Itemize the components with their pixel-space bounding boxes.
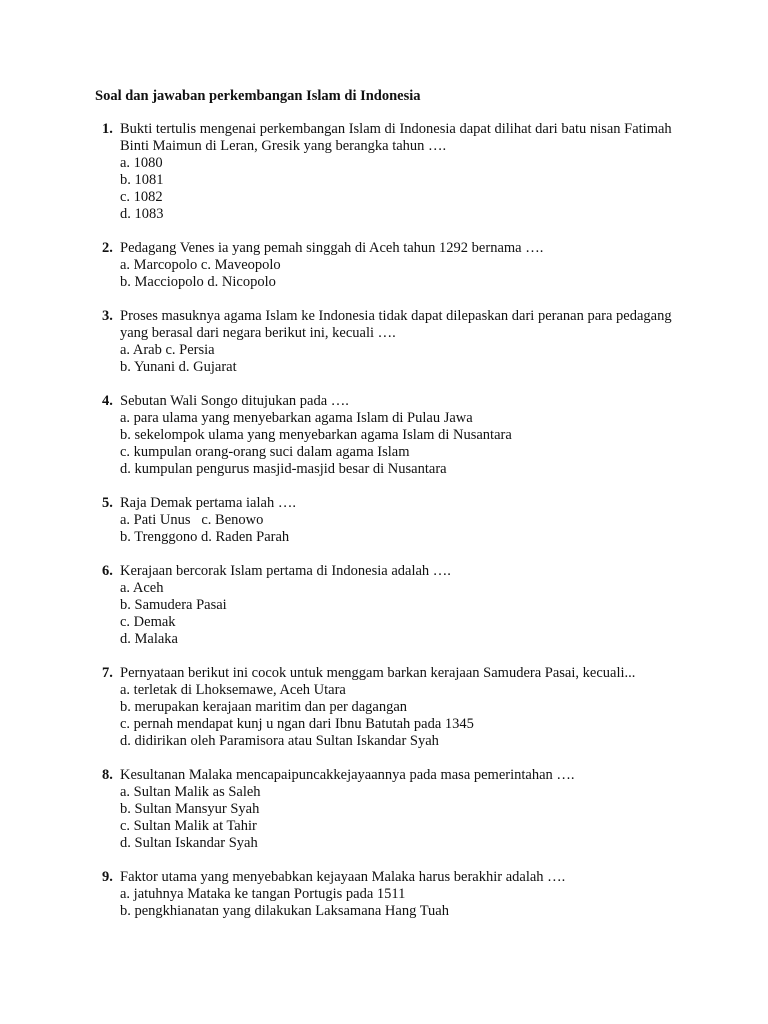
answer-option: b. Macciopolo d. Nicopolo: [120, 274, 276, 290]
question-item: [0, 393, 768, 478]
answer-option: c. Demak: [120, 614, 176, 630]
answer-option: b. merupakan kerajaan maritim dan per dagangan: [120, 699, 408, 715]
answer-option: d. didirikan oleh Paramisora atau Sultan Iskandar Syah: [120, 733, 439, 749]
question-item: [0, 308, 768, 376]
answer-option: c. Sultan Malik at Tahir: [120, 818, 257, 834]
question-item: [0, 767, 768, 852]
answer-option: d. kumpulan pengurus masjid-masjid besar di Nusantara: [120, 461, 447, 477]
answer-option: d. 1083: [120, 206, 164, 222]
answer-option: a. Pati Unus c. Benowo: [120, 512, 264, 528]
question-text: Proses masuknya agama Islam ke Indonesia tidak dapat dilepaskan dari peranan para pedagang yang berasal dari negara berikut ini, kecuali ….: [120, 308, 672, 341]
question-item: [0, 240, 768, 291]
question-item: [0, 869, 768, 920]
answer-option: c. 1082: [120, 189, 163, 205]
answer-option: a. terletak di Lhoksemawe, Aceh Utara: [120, 682, 346, 698]
question-body: [120, 393, 695, 478]
answer-option: b. 1081: [120, 172, 164, 188]
question-number: 5.: [102, 495, 113, 511]
question-body: [120, 563, 695, 648]
question-number: 1.: [102, 121, 113, 137]
question-number: 3.: [102, 308, 113, 324]
answer-option: c. pernah mendapat kunj u ngan dari Ibnu Batutah pada 1345: [120, 716, 474, 732]
question-text: Pedagang Venes ia yang pemah singgah di Aceh tahun 1292 bernama ….: [120, 240, 544, 256]
question-number: 9.: [102, 869, 113, 885]
answer-option: c. kumpulan orang-orang suci dalam agama Islam: [120, 444, 410, 460]
question-number: 2.: [102, 240, 113, 256]
question-text: Raja Demak pertama ialah ….: [120, 495, 296, 511]
question-text: Sebutan Wali Songo ditujukan pada ….: [120, 393, 349, 409]
question-text: Bukti tertulis mengenai perkembangan Islam di Indonesia dapat dilihat dari batu nisan Fatimah Binti Maimun di Leran, Gresik yang berangka tahun ….: [120, 121, 672, 154]
question-item: [0, 665, 768, 750]
answer-option: b. sekelompok ulama yang menyebarkan agama Islam di Nusantara: [120, 427, 512, 443]
question-body: [120, 240, 695, 291]
question-text: Pernyataan berikut ini cocok untuk menggam barkan kerajaan Samudera Pasai, kecuali...: [120, 665, 636, 681]
question-text: Kerajaan bercorak Islam pertama di Indonesia adalah ….: [120, 563, 451, 579]
question-item: [0, 495, 768, 546]
document-title: Soal dan jawaban perkembangan Islam di Indonesia: [95, 88, 421, 104]
question-number: 8.: [102, 767, 113, 783]
answer-option: a. Arab c. Persia: [120, 342, 215, 358]
answer-option: a. Sultan Malik as Saleh: [120, 784, 261, 800]
answer-option: a. Aceh: [120, 580, 164, 596]
question-body: [120, 495, 695, 546]
question-body: [120, 121, 695, 223]
question-text: Kesultanan Malaka mencapaipuncakkejayaannya pada masa pemerintahan ….: [120, 767, 575, 783]
answer-option: b. Sultan Mansyur Syah: [120, 801, 260, 817]
question-body: [120, 767, 695, 852]
question-body: [120, 869, 695, 920]
question-body: [120, 308, 695, 376]
answer-option: b. pengkhianatan yang dilakukan Laksamana Hang Tuah: [120, 903, 449, 919]
answer-option: a. jatuhnya Mataka ke tangan Portugis pada 1511: [120, 886, 406, 902]
question-body: [120, 665, 695, 750]
answer-option: a. Marcopolo c. Maveopolo: [120, 257, 281, 273]
answer-option: b. Yunani d. Gujarat: [120, 359, 237, 375]
question-text: Faktor utama yang menyebabkan kejayaan Malaka harus berakhir adalah ….: [120, 869, 566, 885]
question-number: 6.: [102, 563, 113, 579]
question-item: [0, 563, 768, 648]
question-list: [0, 121, 768, 937]
question-number: 4.: [102, 393, 113, 409]
question-number: 7.: [102, 665, 113, 681]
answer-option: d. Malaka: [120, 631, 178, 647]
answer-option: a. 1080: [120, 155, 163, 171]
answer-option: b. Trenggono d. Raden Parah: [120, 529, 290, 545]
answer-option: d. Sultan Iskandar Syah: [120, 835, 258, 851]
answer-option: b. Samudera Pasai: [120, 597, 227, 613]
answer-option: a. para ulama yang menyebarkan agama Islam di Pulau Jawa: [120, 410, 473, 426]
question-item: [0, 121, 768, 223]
